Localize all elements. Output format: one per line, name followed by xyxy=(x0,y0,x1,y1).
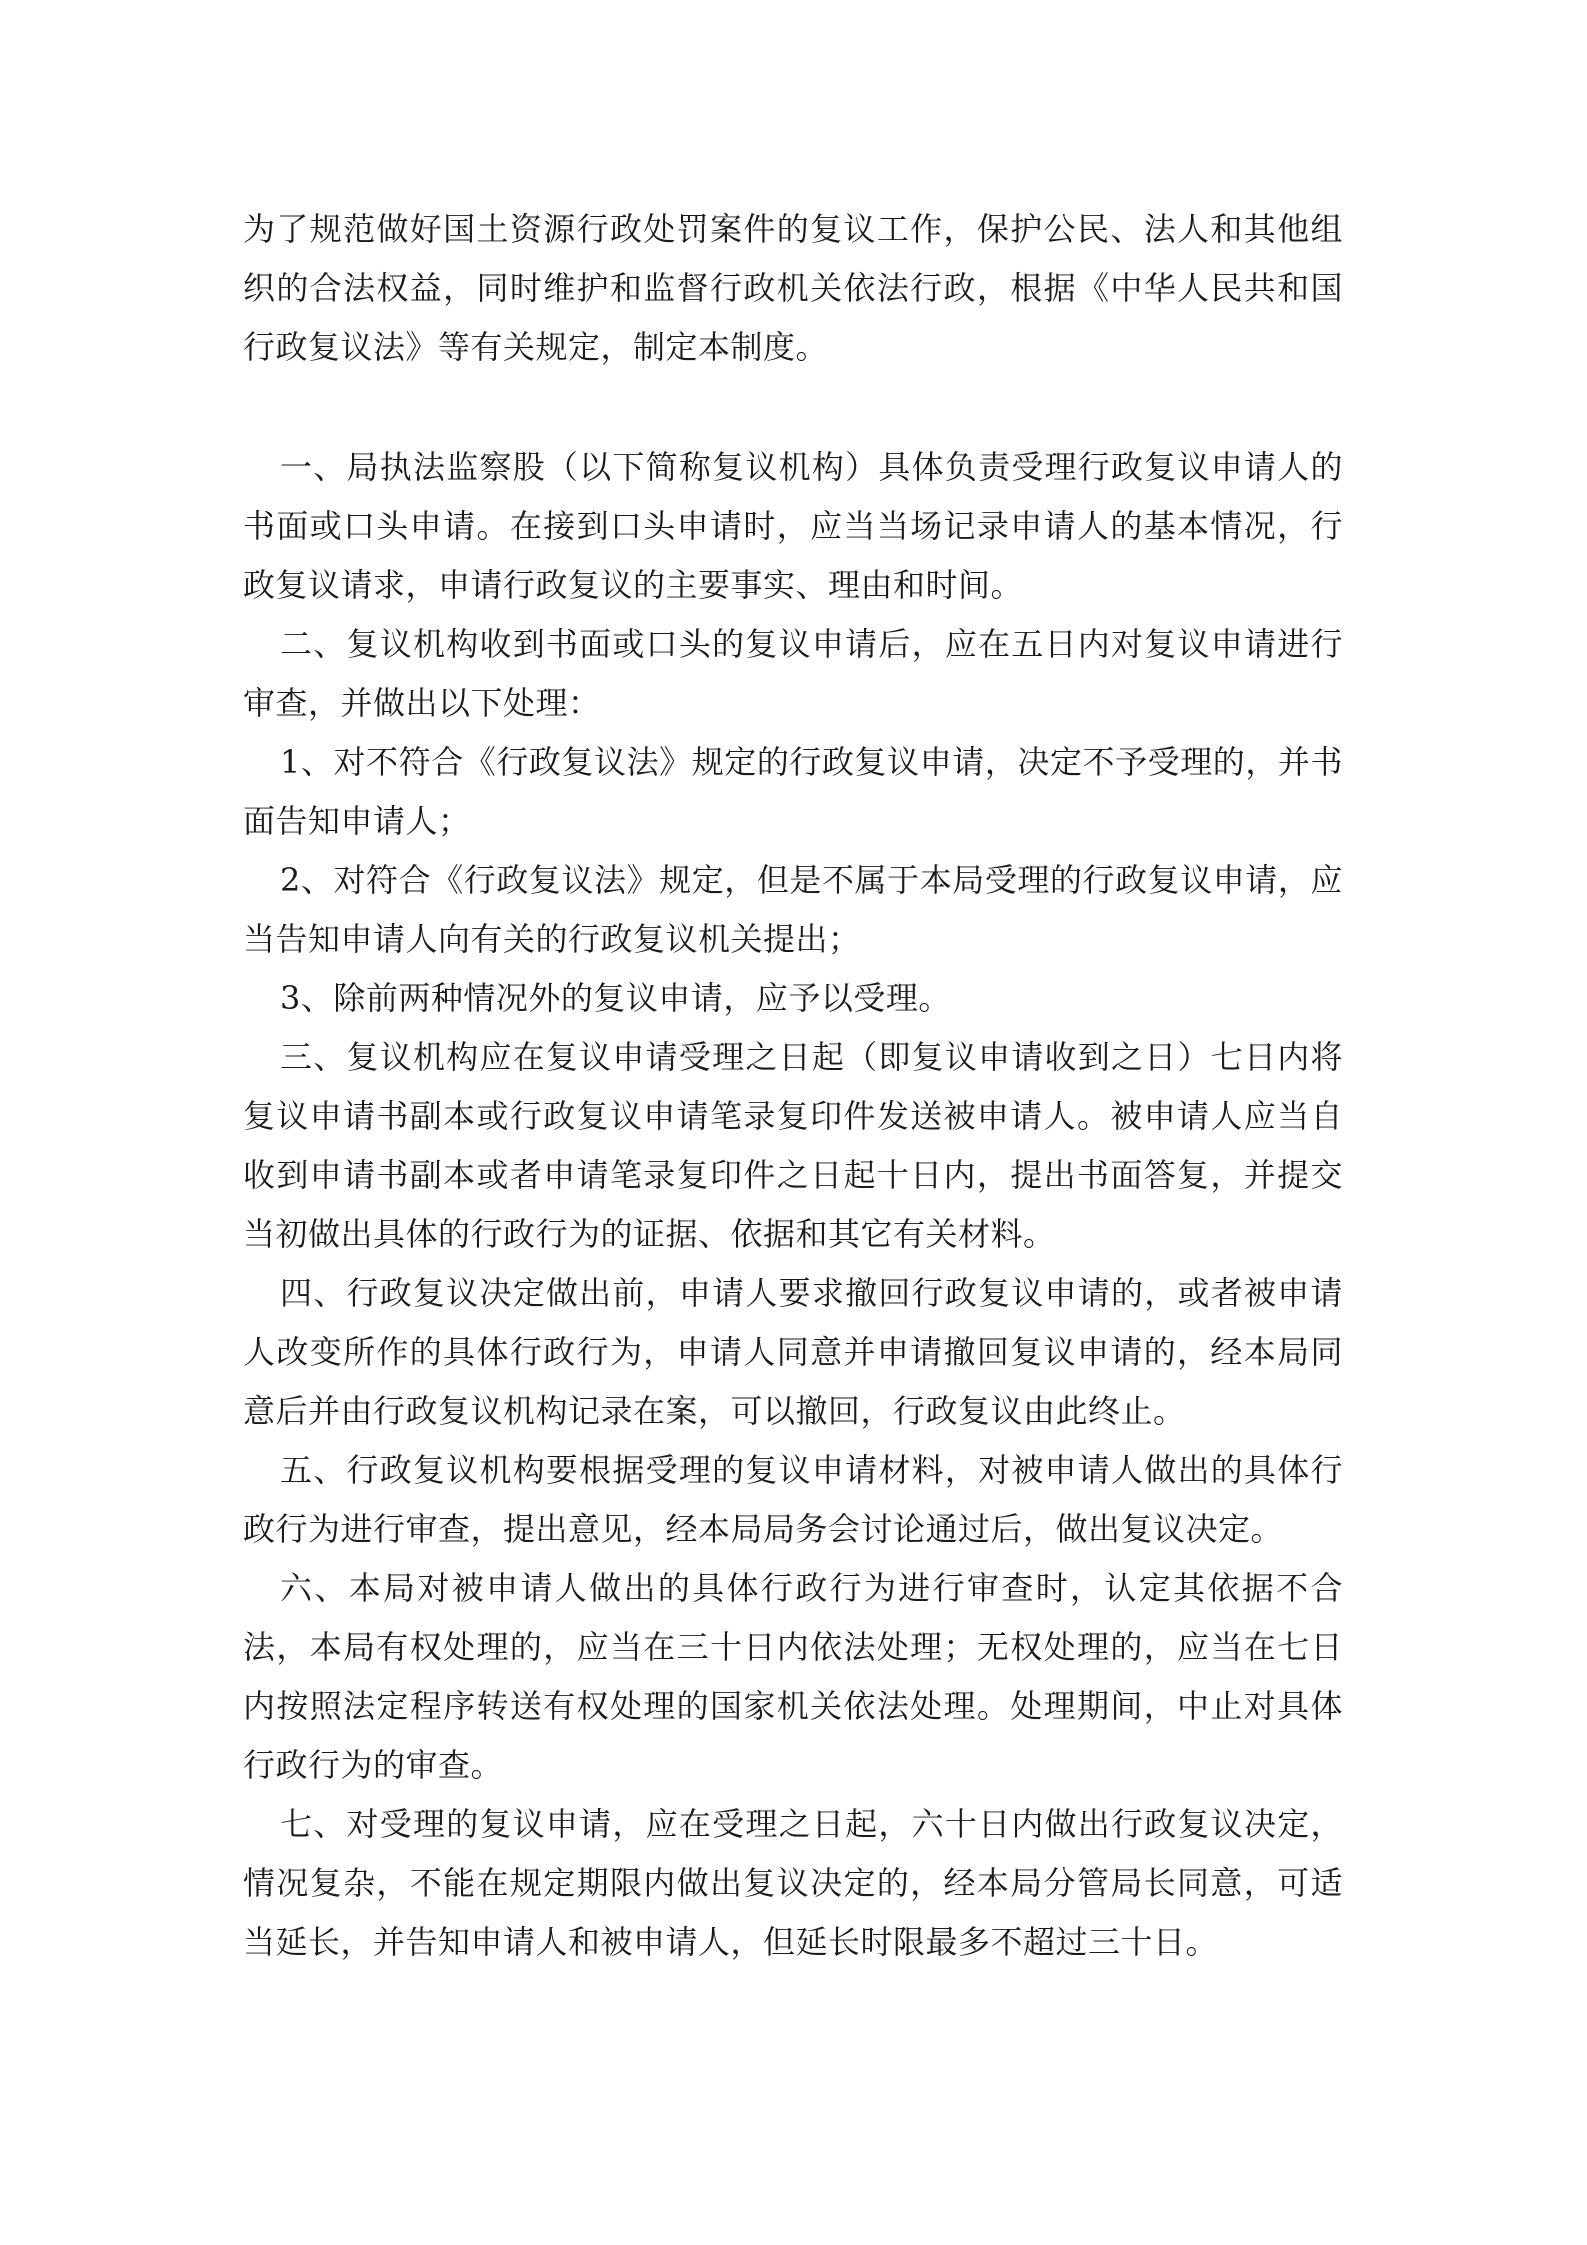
clause-1-paragraph: 一、局执法监察股（以下简称复议机构）具体负责受理行政复议申请人的书面或口头申请。在接到口头申请时，应当当场记录申请人的基本情况，行政复议请求，申请行政复议的主要事实、理由和时间。 xyxy=(243,448,1343,604)
document-body xyxy=(243,200,1343,1972)
clause-6-paragraph: 六、本局对被申请人做出的具体行政行为进行审查时，认定其依据不合法，本局有权处理的，应当在三十日内依法处理；无权处理的，应当在七日内按照法定程序转送有权处理的国家机关依法处理。处理期间，中止对具体行政行为的审查。 xyxy=(243,1569,1343,1784)
clause-3-paragraph: 三、复议机构应在复议申请受理之日起（即复议申请收到之日）七日内将复议申请书副本或行政复议申请笔录复印件发送被申请人。被申请人应当自收到申请书副本或者申请笔录复印件之日起十日内，提出书面答复，并提交当初做出具体的行政行为的证据、依据和其它有关材料。 xyxy=(243,1038,1343,1253)
clause-2-item-1: 1、对不符合《行政复议法》规定的行政复议申请，决定不予受理的，并书面告知申请人； xyxy=(243,743,1343,840)
clause-2-paragraph: 二、复议机构收到书面或口头的复议申请后，应在五日内对复议申请进行审查，并做出以下处理： xyxy=(243,625,1343,722)
clause-2-item-3: 3、除前两种情况外的复议申请，应予以受理。 xyxy=(280,979,951,1017)
clause-5-paragraph: 五、行政复议机构要根据受理的复议申请材料，对被申请人做出的具体行政行为进行审查，提出意见，经本局局务会讨论通过后，做出复议决定。 xyxy=(243,1451,1343,1548)
clause-2-item-2: 2、对符合《行政复议法》规定，但是不属于本局受理的行政复议申请，应当告知申请人向有关的行政复议机关提出； xyxy=(243,861,1343,958)
clause-7-paragraph: 七、对受理的复议申请，应在受理之日起，六十日内做出行政复议决定，情况复杂，不能在规定期限内做出复议决定的，经本局分管局长同意，可适当延长，并告知申请人和被申请人，但延长时限最多不超过三十日。 xyxy=(243,1805,1343,1961)
clause-4-paragraph: 四、行政复议决定做出前，申请人要求撤回行政复议申请的，或者被申请人改变所作的具体行政行为，申请人同意并申请撤回复议申请的，经本局同意后并由行政复议机构记录在案，可以撤回，行政复议由此终止。 xyxy=(243,1274,1343,1430)
intro-paragraph: 为了规范做好国土资源行政处罚案件的复议工作，保护公民、法人和其他组织的合法权益，同时维护和监督行政机关依法行政，根据《中华人民共和国行政复议法》等有关规定，制定本制度。 xyxy=(243,210,1343,366)
